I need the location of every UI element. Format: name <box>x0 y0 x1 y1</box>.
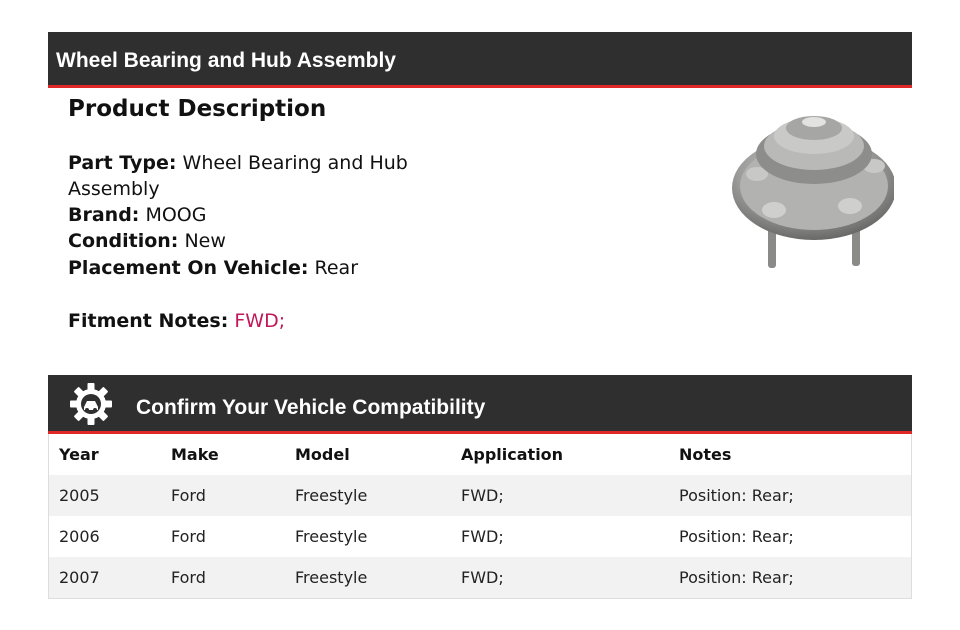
brand-value: MOOG <box>145 204 207 226</box>
cell-notes: Position: Rear; <box>679 568 794 587</box>
cell-year: 2006 <box>59 527 100 546</box>
condition-value: New <box>184 230 226 252</box>
column-header-notes: Notes <box>679 445 732 464</box>
fitment-label: Fitment Notes: <box>68 310 229 332</box>
part-type-value-line1: Wheel Bearing and Hub <box>182 152 408 174</box>
part-type-line <box>68 150 408 176</box>
header-bar <box>48 32 912 88</box>
cell-make: Ford <box>171 568 206 587</box>
column-header-application: Application <box>461 445 564 464</box>
compatibility-table <box>48 434 912 599</box>
placement-line <box>68 255 358 281</box>
table-row <box>49 557 911 598</box>
condition-label: Condition: <box>68 230 179 252</box>
table-row <box>49 475 911 516</box>
cell-application: FWD; <box>461 527 504 546</box>
compatibility-title: Confirm Your Vehicle Compatibility <box>136 396 486 419</box>
table-row <box>49 516 911 557</box>
cell-make: Ford <box>171 486 206 505</box>
cell-year: 2007 <box>59 568 100 587</box>
placement-label: Placement On Vehicle: <box>68 257 309 279</box>
cell-notes: Position: Rear; <box>679 527 794 546</box>
placement-value: Rear <box>314 257 359 279</box>
part-type-label: Part Type: <box>68 152 177 174</box>
product-description-heading: Product Description <box>68 96 327 122</box>
wheel-hub-image <box>722 106 894 274</box>
part-type-value-line2: Assembly <box>68 178 160 200</box>
part-type-line-2 <box>68 176 160 202</box>
cell-make: Ford <box>171 527 206 546</box>
compatibility-bar <box>48 375 912 434</box>
cell-notes: Position: Rear; <box>679 486 794 505</box>
fitment-value: FWD; <box>234 310 286 332</box>
cell-year: 2005 <box>59 486 100 505</box>
brand-line <box>68 202 206 228</box>
page-title: Wheel Bearing and Hub Assembly <box>56 49 396 72</box>
cell-model: Freestyle <box>295 486 368 505</box>
fitment-line <box>68 308 285 334</box>
cell-application: FWD; <box>461 568 504 587</box>
column-header-year: Year <box>59 445 99 464</box>
column-header-model: Model <box>295 445 350 464</box>
cell-model: Freestyle <box>295 568 368 587</box>
column-header-make: Make <box>171 445 219 464</box>
cell-application: FWD; <box>461 486 504 505</box>
table-header-row <box>49 434 911 475</box>
cell-model: Freestyle <box>295 527 368 546</box>
brand-label: Brand: <box>68 204 140 226</box>
gear-car-icon <box>70 383 112 425</box>
condition-line <box>68 228 226 254</box>
